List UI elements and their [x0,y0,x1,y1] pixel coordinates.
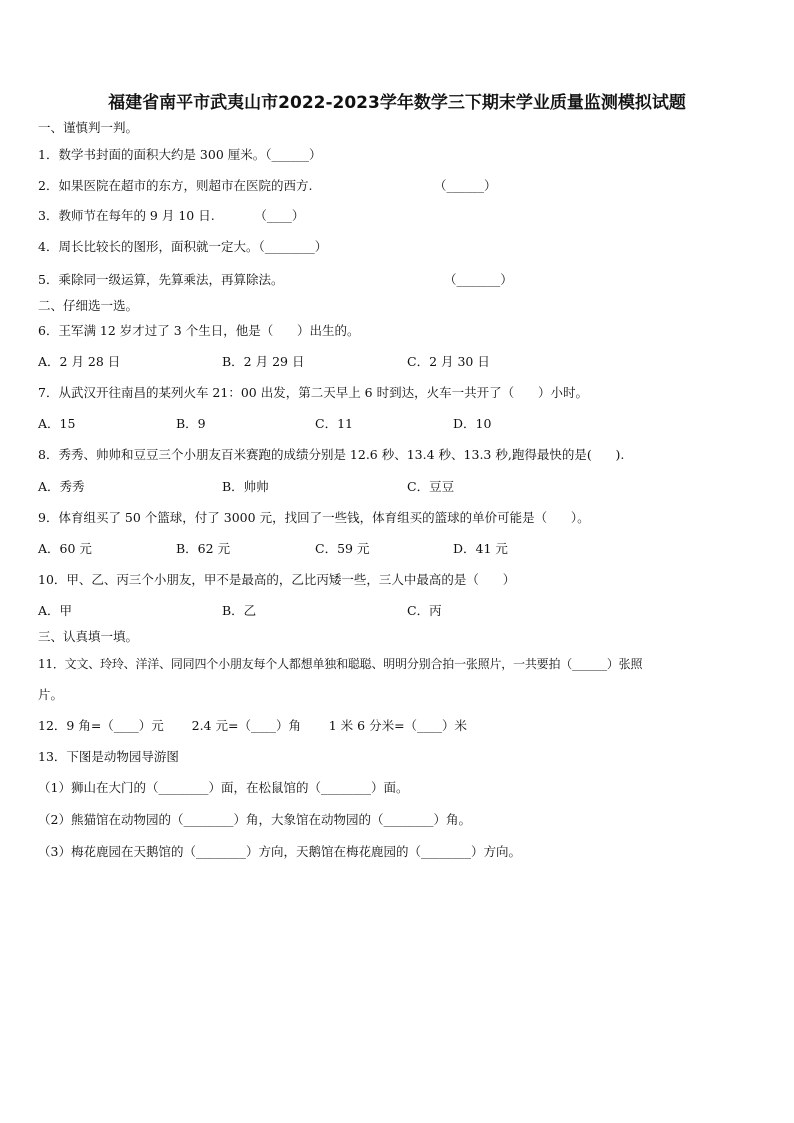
q7-option-a: A．15 [38,416,76,431]
q9-option-d: D．41 元 [453,541,508,556]
page-title: 福建省南平市武夷山市2022-2023学年数学三下期末学业质量监测模拟试题 [108,93,686,113]
question-8: 8．秀秀、帅帅和豆豆三个小朋友百米赛跑的成绩分别是 12.6 秒、13.4 秒、13.3 秒,跑得最快的是( ). [38,447,625,462]
q9-option-a: A．60 元 [38,541,92,556]
q10-option-a: A．甲 [38,603,73,618]
question-7: 7．从武汉开往南昌的某列火车 21：00 出发，第二天早上 6 时到达，火车一共开了（ ）小时。 [38,385,588,400]
question-2: 2．如果医院在超市的东方，则超市在医院的西方. [38,178,313,193]
q8-option-c: C．豆豆 [407,479,455,494]
question-9: 9．体育组买了 50 个篮球，付了 3000 元，找回了一些钱，体育组买的篮球的单价可能是（ ）。 [38,510,590,525]
question-10: 10．甲、乙、丙三个小朋友，甲不是最高的，乙比丙矮一些，三人中最高的是（ ） [38,572,516,587]
question-13-part-1: （1）狮山在大门的（________）面，在松鼠馆的（________）面。 [38,780,409,795]
q8-option-b: B．帅帅 [222,479,269,494]
q6-option-b: B．2 月 29 日 [222,354,305,369]
q7-option-c: C．11 [315,416,353,431]
q9-option-b: B．62 元 [176,541,231,556]
question-2-blank: （______） [434,178,497,193]
section-heading-fill: 三、认真填一填。 [38,629,139,644]
q6-option-c: C．2 月 30 日 [407,354,490,369]
question-11: 11．文文、玲玲、洋洋、同同四个小朋友每个人都想单独和聪聪、明明分别合拍一张照片，一共要拍（______）张照 [38,657,643,671]
question-3: 3．教师节在每年的 9 月 10 日. （____） [38,208,305,223]
question-4: 4．周长比较长的图形，面积就一定大。（________） [38,239,328,254]
question-13-part-3: （3）梅花鹿园在天鹅馆的（________）方向，天鹅馆在梅花鹿园的（________）方向。 [38,844,521,859]
q6-option-a: A．2 月 28 日 [38,354,121,369]
question-1: 1．数学书封面的面积大约是 300 厘米。（______） [38,147,322,162]
q7-option-d: D．10 [453,416,492,431]
question-5-blank: （_______） [444,272,513,287]
q8-option-a: A．秀秀 [38,479,85,494]
question-6: 6．王军满 12 岁才过了 3 个生日，他是（ ）出生的。 [38,323,360,338]
section-heading-choice: 二、仔细选一选。 [38,298,139,313]
question-12: 12．9 角=（____）元 2.4 元=（____）角 1 米 6 分米=（____）米 [38,718,468,733]
q10-option-c: C．丙 [407,603,442,618]
q7-option-b: B．9 [176,416,206,431]
q9-option-c: C．59 元 [315,541,370,556]
question-13: 13．下图是动物园导游图 [38,749,179,764]
question-11-continued: 片。 [38,687,64,702]
question-13-part-2: （2）熊猫馆在动物园的（________）角，大象馆在动物园的（________）角。 [38,812,471,827]
question-5: 5．乘除同一级运算，先算乘法，再算除法。 [38,272,284,287]
q10-option-b: B．乙 [222,603,257,618]
section-heading-judge: 一、谨慎判一判。 [38,120,139,135]
